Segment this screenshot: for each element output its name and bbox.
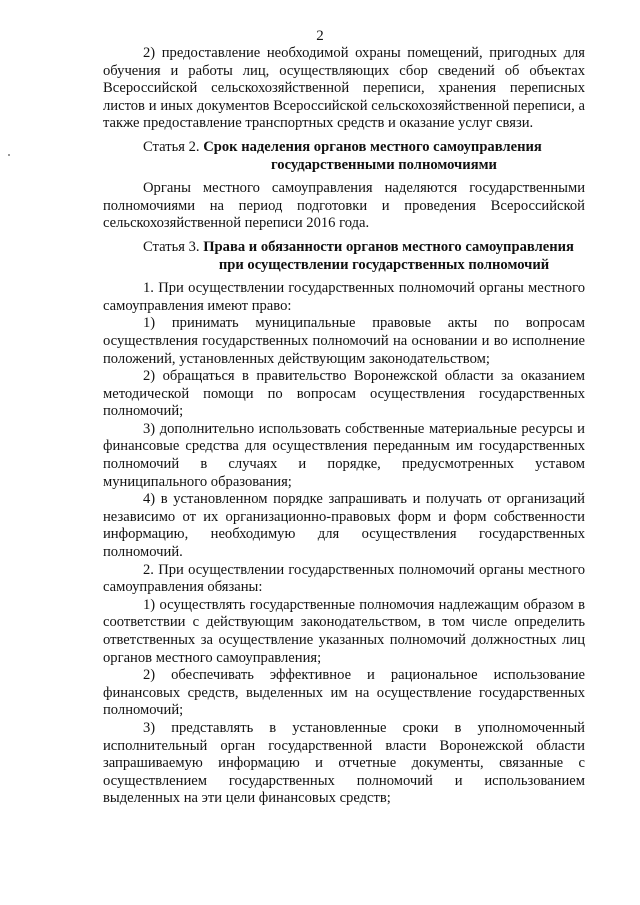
margin-mark: [8, 154, 10, 156]
paragraph-duties-intro: 2. При осуществлении государственных полномочий органы местного самоуправления обязаны:: [103, 561, 585, 596]
document-body: [103, 45, 585, 808]
paragraph-duty-1: 1) осуществлять государственные полномочия надлежащим образом в соответствии с действующим законодательством, в том числе определить ответственных за осуществление указанных полномочий должностных лиц органов местного самоуправления;: [103, 596, 585, 666]
paragraph-duty-3: 3) представлять в установленные сроки в уполномоченный исполнительный орган государственной власти Воронежской области запрашиваемую информацию и отчетные документы, связанные с осуществлением государственных полномочий и использованием выделенных на эти цели финансовых средств;: [103, 719, 585, 807]
paragraph-right-4: 4) в установленном порядке запрашивать и получать от организаций независимо от их организационно-правовых форм и форм собственности информацию, необходимую для осуществления государственных полномочий.: [103, 491, 585, 561]
article-2-heading: [103, 139, 585, 174]
article-3-label: Статья 3.: [143, 238, 200, 255]
paragraph-period: Органы местного самоуправления наделяются государственными полномочиями на период подготовки и проведения Всероссийской сельскохозяйственной переписи 2016 года.: [103, 180, 585, 232]
paragraph-rights-intro: 1. При осуществлении государственных полномочий органы местного самоуправления имеют право:: [103, 280, 585, 314]
paragraph-right-1: 1) принимать муниципальные правовые акты по вопросам осуществления государственных полномочий на основании и во исполнение положений, установленных действующим законодательством;: [103, 315, 585, 367]
article-2-label: Статья 2.: [143, 138, 200, 155]
page-number: 2: [316, 28, 324, 44]
article-2-title-line1: Срок наделения органов местного самоуправления: [203, 138, 542, 155]
paragraph-transport: 2) предоставление необходимой охраны помещений, пригодных для обучения и работы лиц, осуществляющих сбор сведений об объектах Всероссийской сельскохозяйственной переписи, хранения переписных листов и иных документов Всероссийской сельскохозяйственной переписи, а также предоставление транспортных средств и оказание услуг связи.: [103, 45, 585, 132]
article-2-title-line2: государственными полномочиями: [271, 156, 497, 173]
article-3-title-line2: при осуществлении государственных полномочий: [218, 256, 550, 273]
article-3-heading: [103, 239, 585, 274]
paragraph-duty-2: 2) обеспечивать эффективное и рациональное использование финансовых средств, выделенных им на осуществление государственных полномочий;: [103, 667, 585, 719]
article-3-title-line1: Права и обязанности органов местного самоуправления: [203, 238, 574, 255]
paragraph-right-2: 2) обращаться в правительство Воронежской области за оказанием методической помощи по вопросам осуществления государственных полномочий;: [103, 368, 585, 420]
paragraph-right-3: 3) дополнительно использовать собственные материальные ресурсы и финансовые средства для осуществления переданным им государственных полномочий в случаях и порядке, предусмотренных уставом муниципального образования;: [103, 420, 585, 490]
